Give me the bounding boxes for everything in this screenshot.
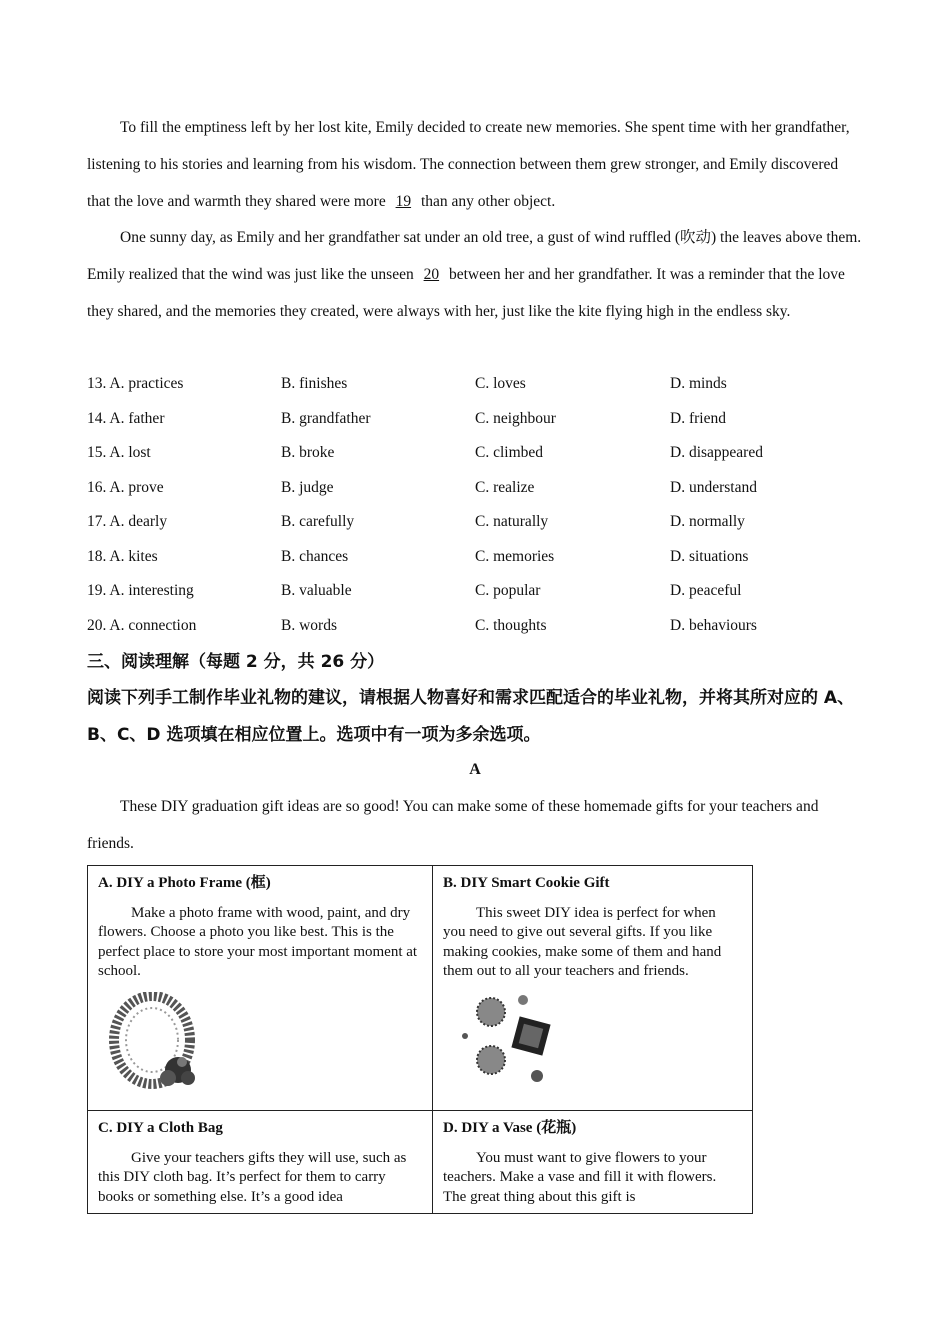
gift-cell-b: [433, 866, 753, 1111]
option-18-c: C. memories: [475, 548, 555, 565]
option-15-a: 15. A. lost: [87, 444, 151, 461]
gift-cell-d: [433, 1111, 753, 1214]
option-row-19: [87, 582, 887, 604]
option-16-c: C. realize: [475, 479, 535, 496]
option-16-a: 16. A. prove: [87, 479, 164, 496]
option-row-20: [87, 617, 887, 639]
option-17-d: D. normally: [670, 513, 745, 530]
section-3-instruction: 阅读下列手工制作毕业礼物的建议，请根据人物喜好和需求匹配适合的毕业礼物，并将其所对应的 A、B、C、D 选项填在相应位置上。选项中有一项为多余选项。: [87, 688, 855, 745]
option-17-c: C. naturally: [475, 513, 549, 530]
option-row-17: [87, 513, 887, 535]
option-19-d: D. peaceful: [670, 582, 742, 599]
passage-paragraph-1: [87, 109, 865, 220]
option-13-b: B. finishes: [281, 375, 348, 392]
option-15-c: C. climbed: [475, 444, 544, 461]
passage-p1-tail: than any other object.: [420, 193, 556, 210]
option-row-16: [87, 479, 887, 501]
option-13-a: 13. A. practices: [87, 375, 184, 392]
option-18-b: B. chances: [281, 548, 349, 565]
option-15-d: D. disappeared: [670, 444, 763, 461]
option-16-b: B. judge: [281, 479, 334, 496]
photo-frame-illustration: [108, 992, 208, 1092]
option-row-13: [87, 375, 887, 397]
gift-c-title: C. DIY a Cloth Bag: [98, 1120, 223, 1136]
option-13-d: D. minds: [670, 375, 727, 392]
gift-d-text: You must want to give flowers to your teachers. Make a vase and fill it with flowers. The great thing about this gift is: [443, 1149, 717, 1205]
option-16-d: D. understand: [670, 479, 757, 496]
gift-options-table: [87, 865, 753, 1214]
option-13-c: C. loves: [475, 375, 526, 392]
option-20-b: B. words: [281, 617, 337, 634]
gift-b-text: This sweet DIY idea is perfect for when you need to give out several gifts. If you like making cookies, make some of them and hand them out to all your teachers and friends.: [443, 904, 722, 979]
option-19-c: C. popular: [475, 582, 541, 599]
gift-b-title: B. DIY Smart Cookie Gift: [443, 875, 610, 891]
option-14-c: C. neighbour: [475, 410, 556, 427]
option-18-a: 18. A. kites: [87, 548, 158, 565]
passage-p2-text: One sunny day, as Emily and her grandfather sat under an old tree, a gust of wind ruffled (吹动) the leaves above them. Emily realized that the wind was just like the unseen: [87, 229, 862, 283]
option-15-b: B. broke: [281, 444, 335, 461]
passage-paragraph-2: [87, 219, 865, 330]
part-a-intro: These DIY graduation gift ideas are so good! You can make some of these homemade gifts for your teachers and friends.: [87, 798, 819, 852]
gift-a-text: Make a photo frame with wood, paint, and dry flowers. Choose a photo you like best. This is the perfect place to store your most important moment at school.: [98, 904, 418, 979]
option-row-14: [87, 410, 887, 432]
gift-cell-c: [88, 1111, 433, 1214]
option-14-a: 14. A. father: [87, 410, 165, 427]
option-row-15: [87, 444, 887, 466]
option-row-18: [87, 548, 887, 570]
option-19-b: B. valuable: [281, 582, 352, 599]
gift-c-text: Give your teachers gifts they will use, such as this DIY cloth bag. It’s perfect for them to carry books or something else. It’s a good idea: [98, 1149, 407, 1205]
option-19-a: 19. A. interesting: [87, 582, 194, 599]
option-14-b: B. grandfather: [281, 410, 371, 427]
blank-20: 20: [423, 266, 440, 283]
passage-p1-text: To fill the emptiness left by her lost kite, Emily decided to create new memories. She spent time with her grandfather, listening to his stories and learning from his wisdom. The connection between them grew stronger, and Emily discovered that the love and warmth they shared were more: [87, 119, 850, 210]
option-17-a: 17. A. dearly: [87, 513, 168, 530]
cookies-illustration: [453, 992, 563, 1084]
blank-19: 19: [395, 193, 412, 210]
option-20-c: C. thoughts: [475, 617, 547, 634]
part-a-label: A: [469, 761, 481, 778]
section-3-title: 三、阅读理解（每题 2 分，共 26 分）: [87, 652, 385, 672]
gift-a-title: A. DIY a Photo Frame (框): [98, 875, 271, 891]
gift-d-title: D. DIY a Vase (花瓶): [443, 1120, 577, 1136]
option-18-d: D. situations: [670, 548, 749, 565]
gift-cell-a: [88, 866, 433, 1111]
option-20-a: 20. A. connection: [87, 617, 197, 634]
option-20-d: D. behaviours: [670, 617, 757, 634]
option-17-b: B. carefully: [281, 513, 355, 530]
passage-p2-tail: between her and her grandfather. It was a reminder that the love they shared, and the memories they created, were always with her, just like the kite flying high in the endless sky.: [87, 266, 845, 320]
option-14-d: D. friend: [670, 410, 726, 427]
